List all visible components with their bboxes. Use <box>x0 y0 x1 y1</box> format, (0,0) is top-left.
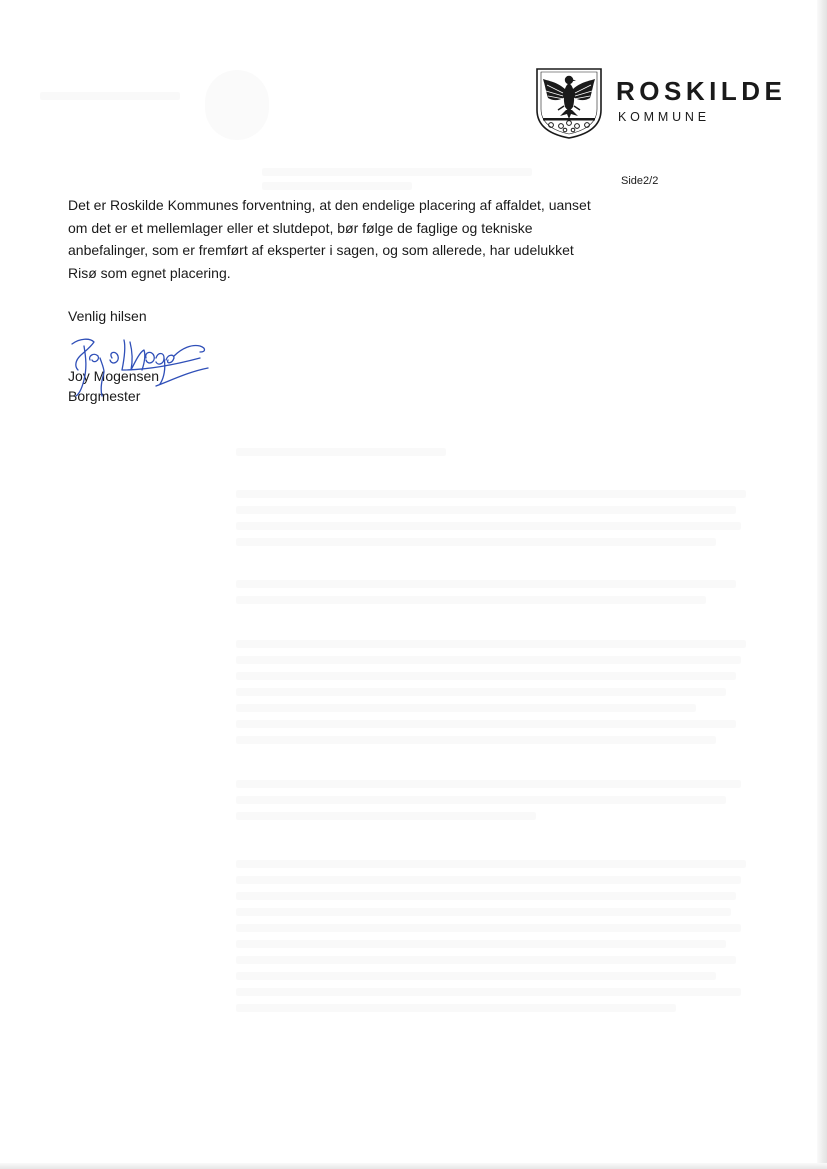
handwritten-signature <box>60 330 210 410</box>
bleed-through-mark <box>236 490 746 498</box>
letter-body <box>68 194 628 284</box>
brand-subtitle: KOMMUNE <box>618 110 710 124</box>
bleed-through-mark <box>236 924 741 932</box>
bleed-through-mark <box>236 640 746 648</box>
bleed-through-mark <box>236 876 741 884</box>
scan-edge <box>0 1163 827 1169</box>
body-line: anbefalinger, som er fremført af eksperter i sagen, og som allerede, har udelukket <box>68 242 574 258</box>
bleed-through-mark <box>236 796 726 804</box>
bleed-through-mark <box>236 940 726 948</box>
signer-name: Joy Mogensen <box>68 368 160 384</box>
bleed-through-seal <box>205 70 269 140</box>
bleed-through-mark <box>262 182 412 190</box>
bleed-through-mark <box>236 812 536 820</box>
bleed-through-mark <box>236 972 716 980</box>
bleed-through-mark <box>40 92 180 100</box>
bleed-through-mark <box>236 448 446 456</box>
bleed-through-mark <box>236 988 741 996</box>
body-line: om det er et mellemlager eller et slutdepot, bør følge de faglige og tekniske <box>68 219 533 236</box>
bleed-through-mark <box>236 596 706 604</box>
brand-name: ROSKILDE <box>616 76 787 106</box>
bleed-through-mark <box>262 168 532 176</box>
bleed-through-mark <box>236 672 736 680</box>
page-number: Side2/2 <box>621 175 659 187</box>
body-line: Det er Roskilde Kommunes forventning, at den endelige placering af affaldet, uanset <box>68 197 591 213</box>
bleed-through-mark <box>236 506 736 514</box>
bleed-through-mark <box>236 656 741 664</box>
bleed-through-mark <box>236 538 716 546</box>
bleed-through-mark <box>236 704 696 712</box>
bleed-through-mark <box>236 522 741 530</box>
bleed-through-mark <box>236 908 731 916</box>
closing-greeting: Venlig hilsen <box>68 308 147 324</box>
eagle-crest-icon <box>534 66 604 140</box>
bleed-through-mark <box>236 720 736 728</box>
bleed-through-mark <box>236 956 736 964</box>
scan-edge <box>817 0 827 1169</box>
bleed-through-mark <box>236 736 716 744</box>
roskilde-kommune-logo <box>534 66 787 140</box>
signer-title: Borgmester <box>68 388 141 404</box>
bleed-through-mark <box>236 688 726 696</box>
bleed-through-mark <box>236 580 736 588</box>
bleed-through-mark <box>236 780 741 788</box>
bleed-through-mark <box>236 892 736 900</box>
bleed-through-mark <box>236 860 746 868</box>
body-line: Risø som egnet placering. <box>68 264 231 281</box>
bleed-through-mark <box>236 1004 676 1012</box>
